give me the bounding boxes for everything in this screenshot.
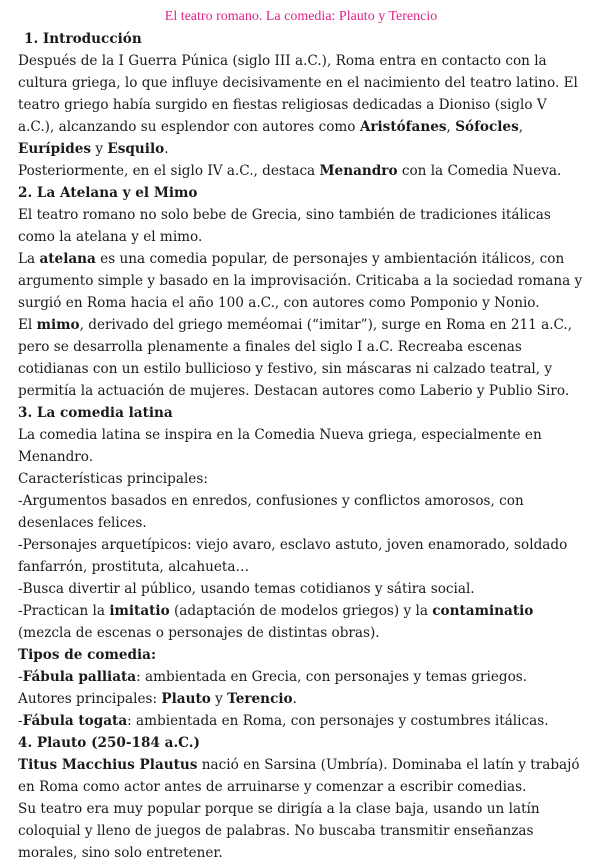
section-4-paragraph-2: Su teatro era muy popular porque se dirigía a la clase baja, usando un latín coloquial y lleno de juegos de palabras. No buscaba transmitir enseñanzas morales, sino solo entretener. bbox=[18, 801, 540, 861]
section-1-paragraph-1: Después de la I Guerra Púnica (siglo III a.C.), Roma entra en contacto con la cultura griega, lo que influye decisivamente en el nacimiento del teatro latino. El teatro griego había surgido en fiestas religiosas dedicadas a Dioniso (siglo V a.C.), alcanzando su esplendor con autores como Aristófanes, Sófocles, Eurípides y Esquilo. bbox=[18, 53, 578, 157]
list-item: -Busca divertir al público, usando temas cotidianos y sátira social. bbox=[18, 581, 475, 597]
section-1-heading: 1. Introducción bbox=[24, 31, 142, 47]
document-title: El teatro romano. La comedia: Plauto y Terencio bbox=[164, 9, 438, 24]
list-item: -Argumentos basados en enredos, confusiones y conflictos amorosos, con desenlaces felices. bbox=[18, 493, 524, 531]
list-item: -Practican la imitatio (adaptación de modelos griegos) y la contaminatio (mezcla de escenas o personajes de distintas obras). bbox=[18, 603, 534, 641]
section-4-heading: 4. Plauto (250-184 a.C.) bbox=[18, 735, 200, 751]
section-2-paragraph-atelana: La atelana es una comedia popular, de personajes y ambientación itálicos, con argumento simple y basado en la improvisación. Criticaba a la sociedad romana y surgió en Roma hacia el año 100 a.C., con autores como Pomponio y Nonio. bbox=[18, 251, 583, 311]
section-3-heading: 3. La comedia latina bbox=[18, 405, 173, 421]
list-item: -Fábula palliata: ambientada en Grecia, con personajes y temas griegos. Autores principales: Plauto y Terencio. bbox=[18, 669, 528, 707]
section-2-heading: 2. La Atelana y el Mimo bbox=[18, 185, 198, 201]
characteristics-label: Características principales: bbox=[18, 471, 208, 487]
section-2-paragraph-mimo: El mimo, derivado del griego meméomai (“imitar”), surge en Roma en 211 a.C., pero se desarrolla plenamente a finales del siglo I a.C. Recreaba escenas cotidianas con un estilo bullicioso y festivo, sin máscaras ni calzado teatral, y permitía la actuación de mujeres. Destacan autores como Laberio y Publio Siro. bbox=[18, 317, 573, 399]
section-2-paragraph-1: El teatro romano no solo bebe de Grecia, sino también de tradiciones itálicas como la atelana y el mimo. bbox=[18, 207, 551, 245]
list-item: -Fábula togata: ambientada en Roma, con personajes y costumbres itálicas. bbox=[18, 713, 549, 729]
section-1-paragraph-2: Posteriormente, en el siglo IV a.C., destaca Menandro con la Comedia Nueva. bbox=[18, 163, 562, 179]
comedy-types-heading: Tipos de comedia: bbox=[18, 647, 156, 663]
section-3-paragraph-1: La comedia latina se inspira en la Comedia Nueva griega, especialmente en Menandro. bbox=[18, 427, 542, 465]
section-4-paragraph-1: Titus Macchius Plautus nació en Sarsina (Umbría). Dominaba el latín y trabajó en Roma como actor antes de arruinarse y comenzar a escribir comedias. bbox=[18, 757, 580, 795]
list-item: -Personajes arquetípicos: viejo avaro, esclavo astuto, joven enamorado, soldado fanfarrón, prostituta, alcahueta… bbox=[18, 537, 568, 575]
